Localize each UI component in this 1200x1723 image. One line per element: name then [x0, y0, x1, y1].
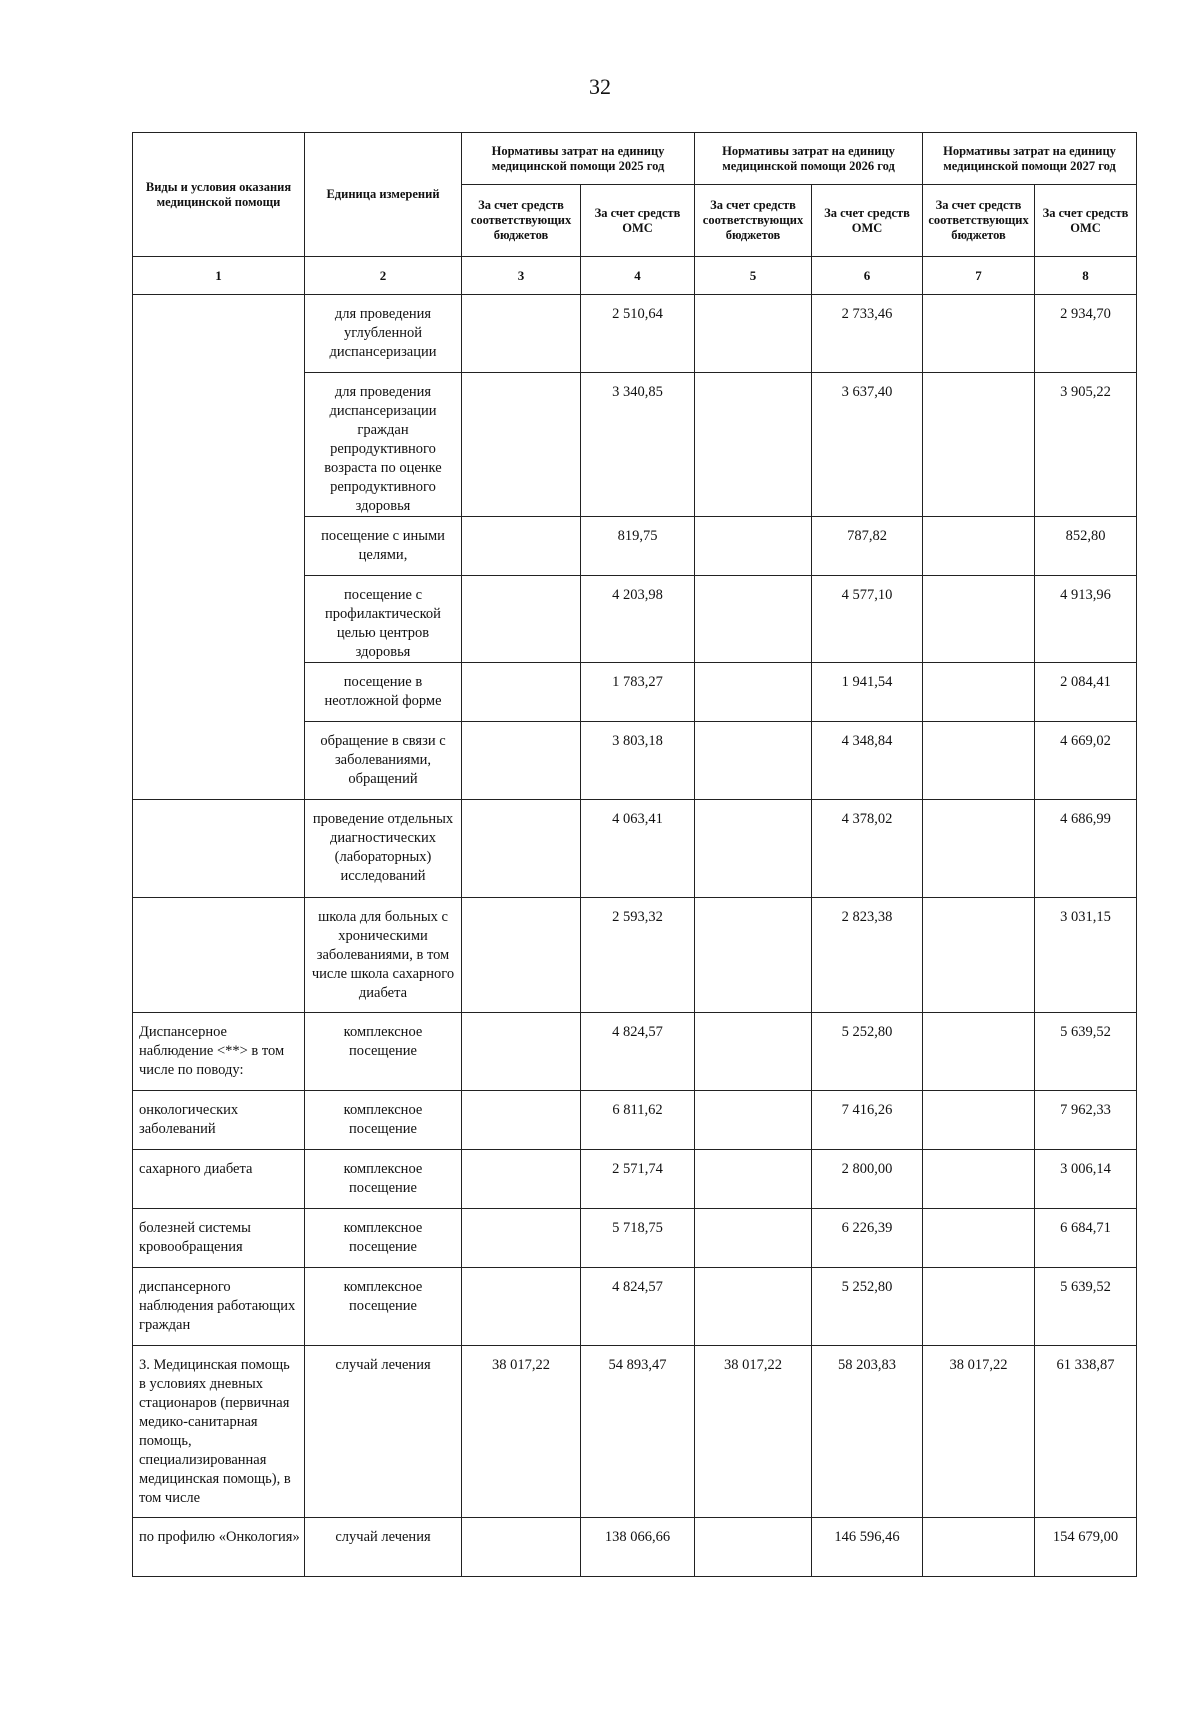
cell-value-v6: 2 733,46	[812, 295, 923, 373]
cell-value-v7	[923, 898, 1035, 1013]
cell-value-v3	[462, 373, 581, 517]
cell-care-kind: Диспансерное наблюдение <**> в том числе по поводу:	[133, 1013, 305, 1091]
cell-value-v5	[695, 1268, 812, 1346]
cell-value-v3	[462, 1268, 581, 1346]
cell-value-v6: 5 252,80	[812, 1013, 923, 1091]
cell-value-v4: 6 811,62	[581, 1091, 695, 1150]
cell-value-v8: 4 669,02	[1035, 722, 1137, 800]
cell-value-v6: 7 416,26	[812, 1091, 923, 1150]
cell-value-v5	[695, 1091, 812, 1150]
cell-value-v5: 38 017,22	[695, 1346, 812, 1518]
cell-value-v7	[923, 1518, 1035, 1577]
column-number: 8	[1035, 257, 1137, 295]
cell-value-v6: 146 596,46	[812, 1518, 923, 1577]
cell-value-v3: 38 017,22	[462, 1346, 581, 1518]
cell-value-v7	[923, 295, 1035, 373]
cell-value-v6: 3 637,40	[812, 373, 923, 517]
cell-value-v7	[923, 373, 1035, 517]
cell-care-kind	[133, 898, 305, 1013]
table-row	[133, 800, 1137, 898]
column-number: 4	[581, 257, 695, 295]
cell-care-kind	[133, 800, 305, 898]
cell-value-v3	[462, 295, 581, 373]
cell-value-v5	[695, 1518, 812, 1577]
cell-value-v7	[923, 1150, 1035, 1209]
column-number-row	[133, 257, 1137, 295]
cell-value-v3	[462, 663, 581, 722]
header-budget-2026: За счет средств соответствующих бюджетов	[695, 185, 812, 257]
cell-unit: посещение с профилактической целью центров здоровья	[305, 576, 462, 663]
cell-value-v3	[462, 576, 581, 663]
table-row	[133, 898, 1137, 1013]
cell-value-v7	[923, 722, 1035, 800]
cell-value-v8: 5 639,52	[1035, 1013, 1137, 1091]
cell-value-v8: 2 934,70	[1035, 295, 1137, 373]
column-number: 1	[133, 257, 305, 295]
header-oms-2025: За счет средств ОМС	[581, 185, 695, 257]
cell-value-v4: 819,75	[581, 517, 695, 576]
table-row	[133, 295, 1137, 373]
cell-value-v7	[923, 800, 1035, 898]
cell-unit: комплексное посещение	[305, 1268, 462, 1346]
header-year-2025: Нормативы затрат на единицу медицинской помощи 2025 год	[462, 133, 695, 185]
cell-unit: школа для больных с хроническими заболеваниями, в том числе школа сахарного диабета	[305, 898, 462, 1013]
header-year-2027: Нормативы затрат на единицу медицинской помощи 2027 год	[923, 133, 1137, 185]
cell-value-v6: 4 577,10	[812, 576, 923, 663]
cell-value-v3	[462, 1209, 581, 1268]
cell-unit: комплексное посещение	[305, 1209, 462, 1268]
table-row	[133, 1091, 1137, 1150]
cell-value-v8: 61 338,87	[1035, 1346, 1137, 1518]
cell-unit: комплексное посещение	[305, 1150, 462, 1209]
cell-value-v5	[695, 898, 812, 1013]
cell-value-v5	[695, 800, 812, 898]
cell-value-v5	[695, 373, 812, 517]
cost-norms-table	[132, 132, 1137, 1577]
table-row	[133, 1150, 1137, 1209]
cell-value-v3	[462, 1150, 581, 1209]
cell-value-v7: 38 017,22	[923, 1346, 1035, 1518]
cell-value-v7	[923, 1013, 1035, 1091]
column-number: 5	[695, 257, 812, 295]
cell-value-v8: 154 679,00	[1035, 1518, 1137, 1577]
table-row	[133, 1209, 1137, 1268]
cell-value-v7	[923, 517, 1035, 576]
table-row	[133, 1346, 1137, 1518]
cell-value-v8: 4 686,99	[1035, 800, 1137, 898]
cell-unit: случай лечения	[305, 1518, 462, 1577]
cell-value-v8: 3 006,14	[1035, 1150, 1137, 1209]
cell-value-v4: 5 718,75	[581, 1209, 695, 1268]
cell-value-v6: 787,82	[812, 517, 923, 576]
cell-value-v4: 1 783,27	[581, 663, 695, 722]
cell-unit: посещение с иными целями,	[305, 517, 462, 576]
cell-value-v4: 4 063,41	[581, 800, 695, 898]
cell-value-v5	[695, 722, 812, 800]
cell-value-v4: 4 824,57	[581, 1013, 695, 1091]
cell-value-v3	[462, 898, 581, 1013]
cell-value-v6: 2 800,00	[812, 1150, 923, 1209]
cell-care-kind: онкологических заболеваний	[133, 1091, 305, 1150]
cell-value-v7	[923, 1091, 1035, 1150]
cell-unit: комплексное посещение	[305, 1091, 462, 1150]
cell-value-v3	[462, 800, 581, 898]
table-row	[133, 1013, 1137, 1091]
cell-value-v8: 4 913,96	[1035, 576, 1137, 663]
header-budget-2027: За счет средств соответствующих бюджетов	[923, 185, 1035, 257]
cell-value-v3	[462, 1091, 581, 1150]
cell-value-v5	[695, 295, 812, 373]
cell-value-v8: 5 639,52	[1035, 1268, 1137, 1346]
cell-unit: случай лечения	[305, 1346, 462, 1518]
cell-unit: для проведения диспансеризации граждан репродуктивного возраста по оценке репродуктивного здоровья	[305, 373, 462, 517]
cell-value-v6: 4 378,02	[812, 800, 923, 898]
cell-value-v8: 3 031,15	[1035, 898, 1137, 1013]
column-number: 2	[305, 257, 462, 295]
cell-unit: комплексное посещение	[305, 1013, 462, 1091]
cell-care-kind	[133, 295, 305, 800]
cell-value-v3	[462, 722, 581, 800]
cell-value-v5	[695, 1209, 812, 1268]
cell-care-kind: диспансерного наблюдения работающих граждан	[133, 1268, 305, 1346]
cell-value-v6: 4 348,84	[812, 722, 923, 800]
cell-value-v5	[695, 517, 812, 576]
cell-value-v5	[695, 1013, 812, 1091]
cell-care-kind: 3. Медицинская помощь в условиях дневных стационаров (первичная медико-санитарная помощь, специализированная медицинская помощь), в том числе	[133, 1346, 305, 1518]
header-budget-2025: За счет средств соответствующих бюджетов	[462, 185, 581, 257]
cell-value-v8: 3 905,22	[1035, 373, 1137, 517]
table-row	[133, 1268, 1137, 1346]
cell-value-v7	[923, 663, 1035, 722]
cell-value-v3	[462, 1518, 581, 1577]
cell-value-v6: 5 252,80	[812, 1268, 923, 1346]
column-number: 7	[923, 257, 1035, 295]
header-oms-2026: За счет средств ОМС	[812, 185, 923, 257]
cell-value-v4: 3 340,85	[581, 373, 695, 517]
cell-unit: посещение в неотложной форме	[305, 663, 462, 722]
header-year-2026: Нормативы затрат на единицу медицинской помощи 2026 год	[695, 133, 923, 185]
page-number: 32	[589, 74, 611, 99]
cell-value-v4: 4 824,57	[581, 1268, 695, 1346]
cell-value-v6: 2 823,38	[812, 898, 923, 1013]
cell-unit: для проведения углубленной диспансеризации	[305, 295, 462, 373]
table-row	[133, 1518, 1137, 1577]
header-unit: Единица измерений	[305, 133, 462, 257]
cell-care-kind: болезней системы кровообращения	[133, 1209, 305, 1268]
cell-value-v4: 3 803,18	[581, 722, 695, 800]
cell-value-v7	[923, 1268, 1035, 1346]
cell-value-v4: 2 593,32	[581, 898, 695, 1013]
cell-value-v7	[923, 576, 1035, 663]
cell-care-kind: по профилю «Онкология»	[133, 1518, 305, 1577]
cell-value-v5	[695, 663, 812, 722]
cell-value-v6: 58 203,83	[812, 1346, 923, 1518]
cell-unit: обращение в связи с заболеваниями, обращений	[305, 722, 462, 800]
cell-value-v5	[695, 1150, 812, 1209]
cell-value-v8: 7 962,33	[1035, 1091, 1137, 1150]
cell-value-v3	[462, 517, 581, 576]
cell-value-v4: 2 571,74	[581, 1150, 695, 1209]
column-number: 6	[812, 257, 923, 295]
cell-value-v3	[462, 1013, 581, 1091]
cell-value-v7	[923, 1209, 1035, 1268]
cell-value-v6: 6 226,39	[812, 1209, 923, 1268]
cell-value-v8: 852,80	[1035, 517, 1137, 576]
cell-value-v8: 2 084,41	[1035, 663, 1137, 722]
column-number: 3	[462, 257, 581, 295]
cell-value-v6: 1 941,54	[812, 663, 923, 722]
cell-value-v4: 138 066,66	[581, 1518, 695, 1577]
cell-unit: проведение отдельных диагностических (лабораторных) исследований	[305, 800, 462, 898]
cell-value-v8: 6 684,71	[1035, 1209, 1137, 1268]
cell-value-v4: 4 203,98	[581, 576, 695, 663]
cell-value-v5	[695, 576, 812, 663]
cell-care-kind: сахарного диабета	[133, 1150, 305, 1209]
cell-value-v4: 54 893,47	[581, 1346, 695, 1518]
header-kind: Виды и условия оказания медицинской помощи	[133, 133, 305, 257]
header-oms-2027: За счет средств ОМС	[1035, 185, 1137, 257]
cell-value-v4: 2 510,64	[581, 295, 695, 373]
